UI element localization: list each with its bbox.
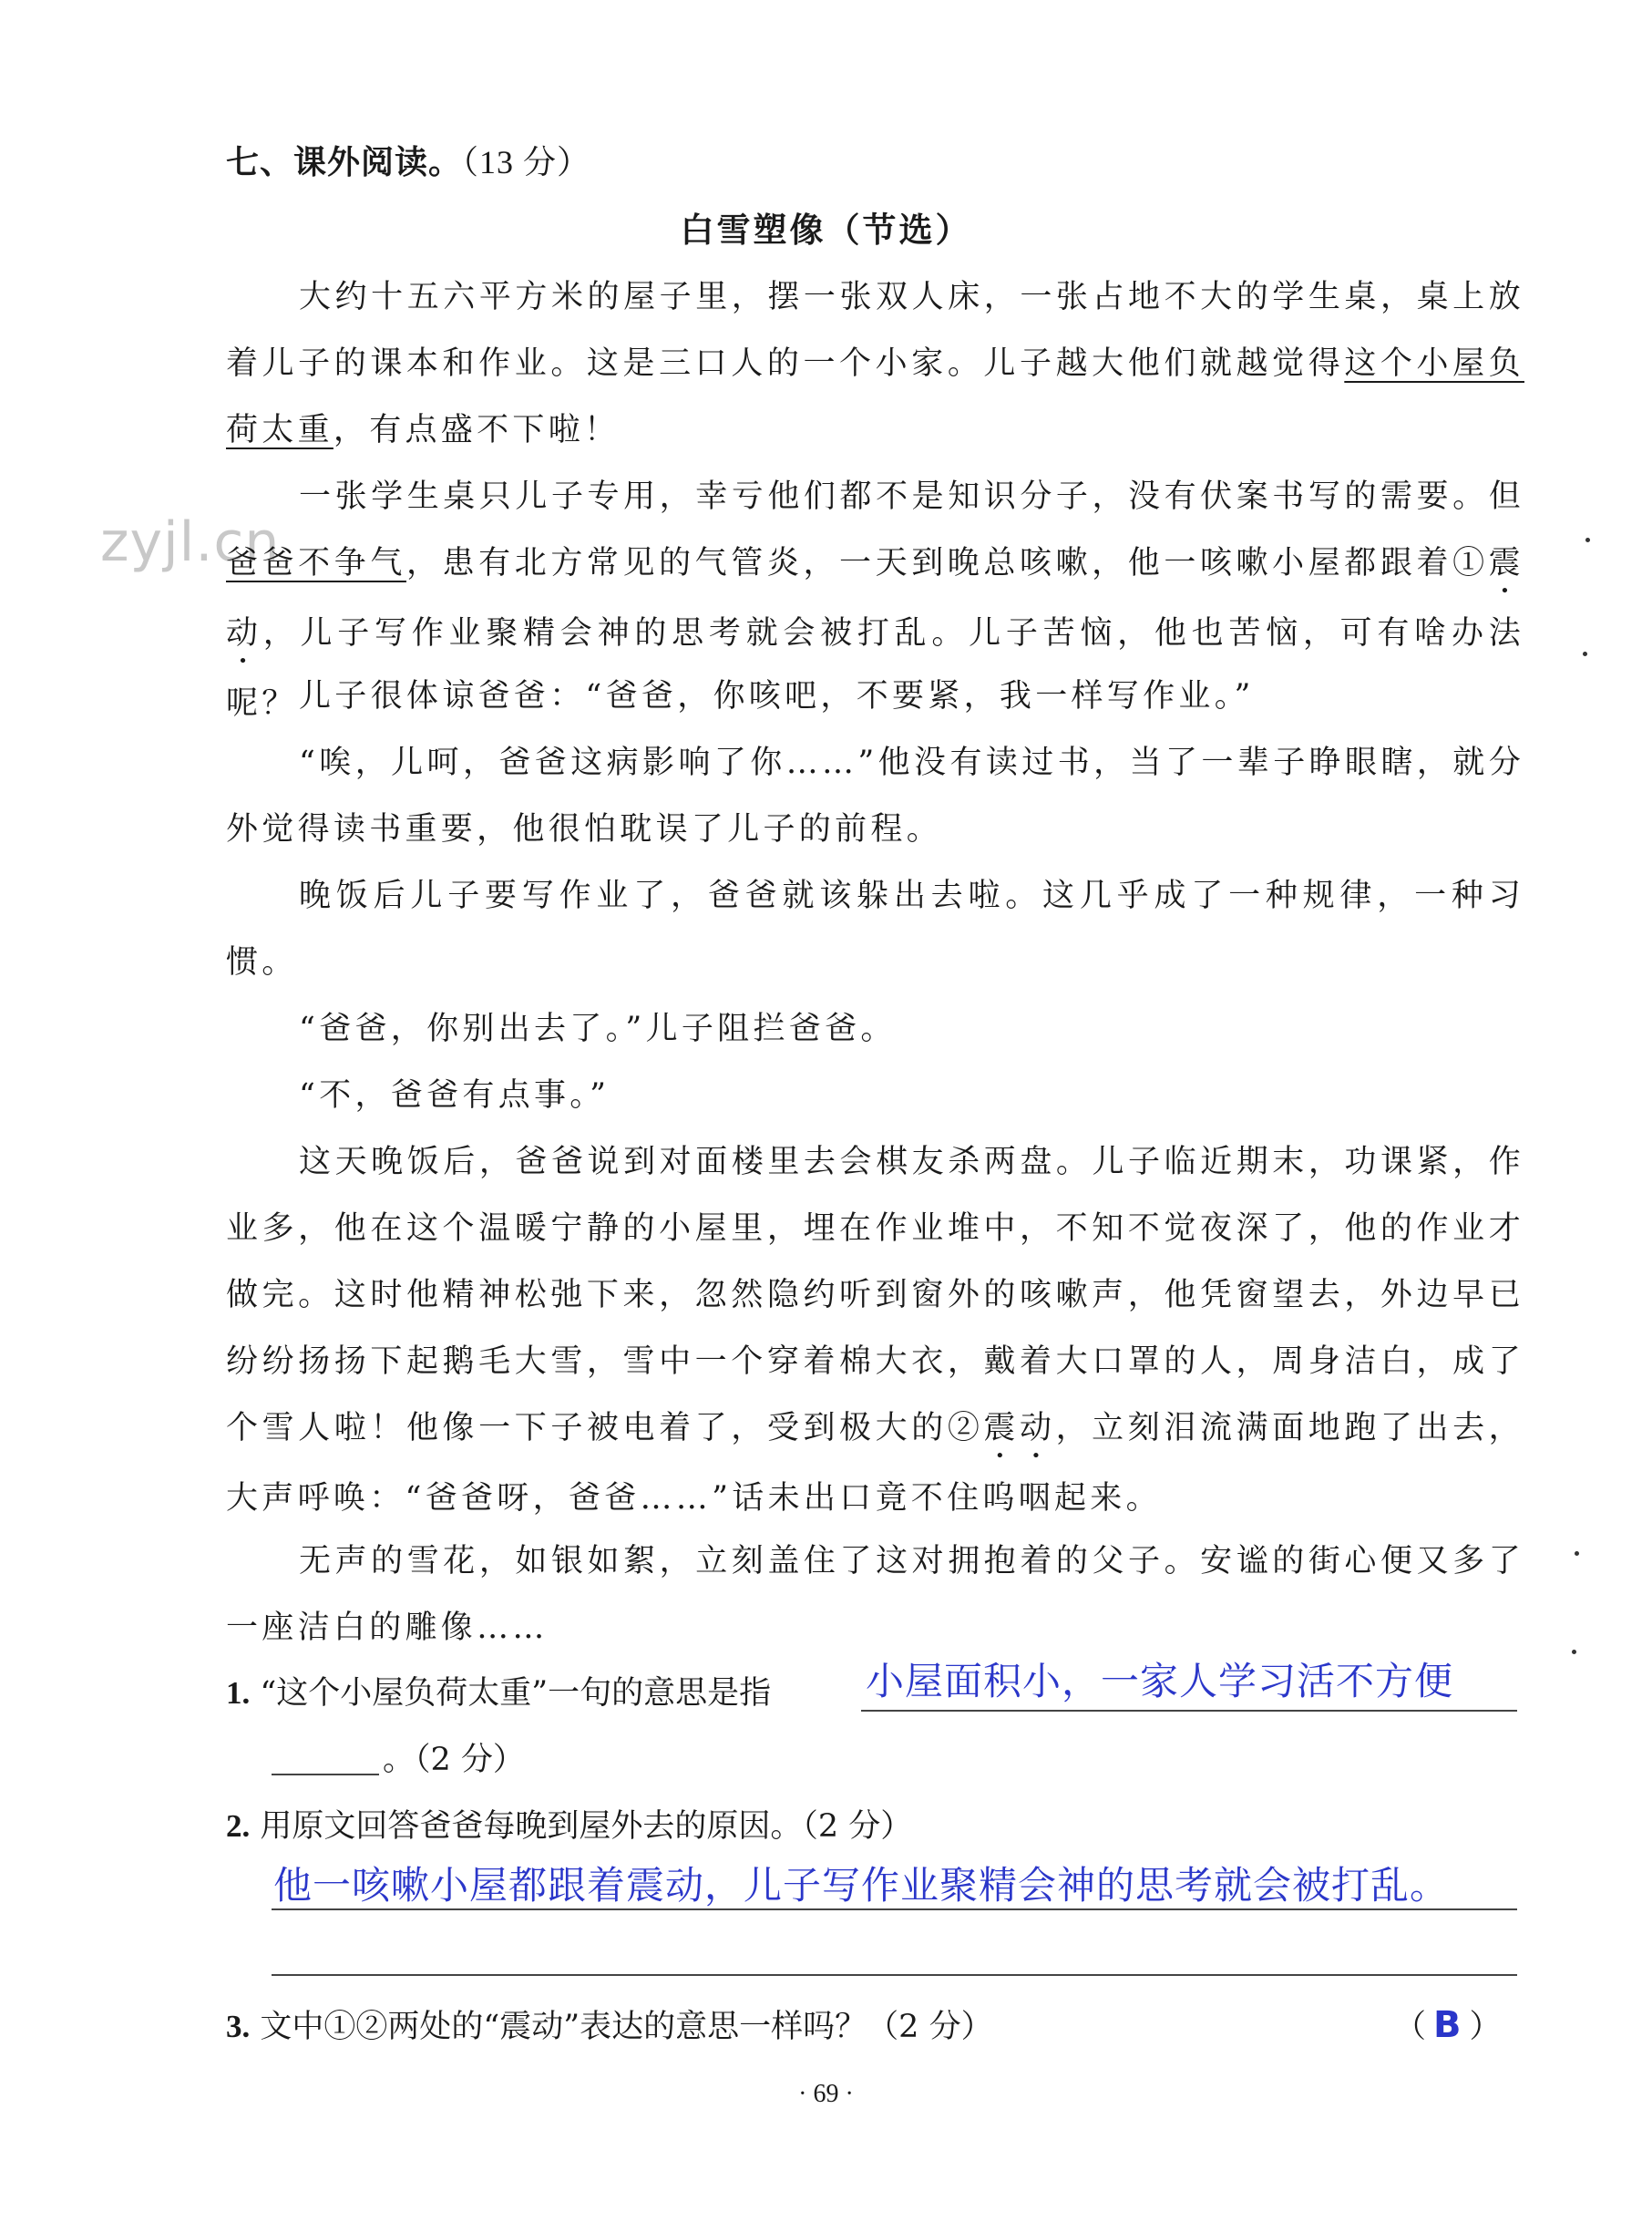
answer-line — [272, 1774, 379, 1775]
question-text: 用原文回答爸爸每晚到屋外去的原因。（2 分） — [260, 1808, 913, 1845]
paragraph-6: “爸爸，你别出去了。”儿子阻拦爸爸。 — [299, 1011, 897, 1047]
emphasized-word: 震动 — [226, 545, 1524, 652]
question-3 — [226, 2001, 993, 2047]
question-1 — [226, 1668, 771, 1713]
scan-speck — [1575, 1551, 1579, 1556]
question-number: 3. — [226, 2009, 251, 2044]
question-number: 2. — [226, 1808, 251, 1844]
paragraph-9: 无声的雪花，如银如絮，立刻盖住了这对拥抱着的父子。安谧的街心便又多了一座洁白的雕像…… — [226, 1543, 1524, 1646]
answer-1-handwritten[interactable]: 小屋面积小，一家人学习活不方便 — [866, 1659, 1454, 1703]
answer-line — [272, 1974, 1517, 1976]
underlined-phrase: 爸爸不争气 — [226, 545, 406, 581]
paragraph-text: 一张学生桌只儿子专用，幸亏他们都不是知识分子，没有伏案书写的需要。但 — [299, 478, 1524, 515]
scan-speck — [1585, 538, 1590, 542]
answer-2-handwritten[interactable]: 他一咳嗽小屋都跟着震动，儿子写作业聚精会神的思考就会被打乱。 — [273, 1863, 1450, 1908]
answer-line — [272, 1908, 1517, 1910]
bracket-open: （ — [1394, 2009, 1427, 2045]
paragraph-5: 晚饭后儿子要写作业了，爸爸就该躲出去啦。这几乎成了一种规律，一种习惯。 — [226, 878, 1524, 981]
answer-3-handwritten[interactable]: B — [1433, 2004, 1462, 2046]
paragraph-text: ，有点盛不下啦！ — [333, 412, 621, 448]
question-2 — [226, 1801, 912, 1847]
paragraph-3: 儿子很体谅爸爸：“爸爸，你咳吧，不要紧，我一样写作业。” — [299, 678, 1255, 715]
question-number: 1. — [226, 1675, 251, 1711]
page-number: · 69 · — [798, 2080, 854, 2108]
paragraph-text: 大约十五六平方米的屋子里，摆一张双人床，一张占地不大的学生桌，桌上放着儿子的课本和作业。这是三口人的一个小家。儿子越大他们就越觉得 — [226, 279, 1524, 382]
paragraph-7: “不，爸爸有点事。” — [299, 1077, 611, 1114]
paragraph-text: ，立刻泪流满面地跑了出去，大声呼唤：“爸爸呀，爸爸……”话未出口竟不住呜咽起来。 — [226, 1410, 1524, 1517]
bracket-close: ） — [1469, 2009, 1502, 2045]
emphasized-word: 震动 — [983, 1410, 1056, 1446]
question-text: 文中①②两处的“震动”表达的意思一样吗？（2 分） — [260, 2009, 993, 2045]
section-title: 七、课外阅读。 — [226, 144, 463, 181]
paragraph-4: “唉，儿呵，爸爸这病影响了你……”他没有读过书，当了一辈子睁眼瞎，就分外觉得读书重要，他很怕耽误了儿子的前程。 — [226, 745, 1524, 848]
answer-line — [861, 1710, 1517, 1712]
scan-speck — [1583, 652, 1587, 656]
paragraph-1 — [226, 264, 1524, 464]
section-score: （13 分） — [462, 144, 591, 180]
watermark: zyjl.cn — [100, 510, 281, 574]
question-1-tail: 。（2 分） — [383, 1742, 525, 1778]
paragraph-text: 这天晚饭后，爸爸说到对面楼里去会棋友杀两盘。儿子临近期末，功课紧，作业多，他在这个温暖宁静的小屋里，埋在作业堆中，不知不觉夜深了，他的作业才做完。这时他精神松弛下来，忽然隐约听到窗外的咳嗽声，他凭窗望去，外边早已纷纷扬扬下起鹅毛大雪，雪中一个穿着棉大衣，戴着大口罩的人，周身洁白，成了个雪人啦！他像一下子被电着了，受到极大的② — [226, 1144, 1524, 1446]
scan-speck — [1572, 1650, 1576, 1654]
section-heading — [226, 137, 590, 183]
paragraph-text: ，儿子写作业聚精会神的思考就会被打乱。儿子苦恼，他也苦恼，可有啥办法呢？ — [226, 615, 1524, 722]
question-text: “这个小屋负荷太重”一句的意思是指 — [260, 1675, 772, 1712]
paragraph-text: ，患有北方常见的气管炎，一天到晚总咳嗽，他一咳嗽小屋都跟着① — [405, 545, 1489, 581]
paragraph-8 — [226, 1129, 1524, 1532]
story-title: 白雪塑像（节选） — [680, 211, 972, 250]
underlined-phrase: 这个小屋负荷太重 — [226, 345, 1524, 448]
answer-bracket — [1394, 2001, 1502, 2047]
